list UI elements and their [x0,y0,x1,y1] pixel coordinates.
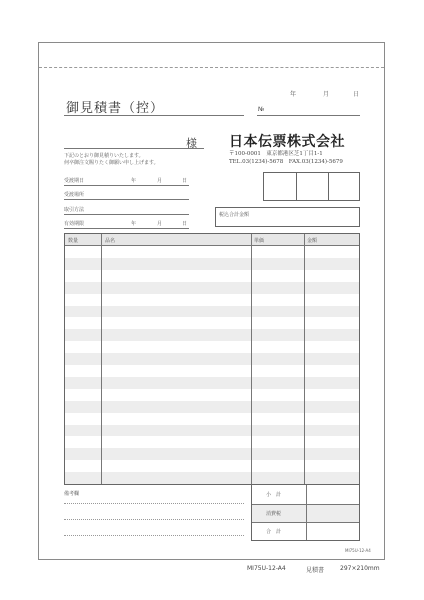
field-label: 受渡場所 [64,192,85,198]
table-row [65,389,359,401]
table-row [65,246,359,258]
field-label: 取引方法 [64,207,85,213]
message-line-1: 下記のとおり御見積りいたします。 [64,153,144,159]
unit-day: 日 [182,178,188,184]
company-contact: TEL.03(1234)-5678 FAX.03(1234)-5679 [229,159,343,165]
table-row [65,306,359,318]
table-header [65,234,359,246]
stamp-divider [328,173,329,200]
table-row [65,270,359,282]
tax-label: 消費税 [266,510,282,517]
field-label: 受渡期日 [64,178,85,184]
table-row [65,317,359,329]
sheet-code: MI75U-12-A4 [345,548,371,553]
table-row [65,294,359,306]
table-row [65,377,359,389]
table-row [65,472,359,484]
field-underline [64,214,189,215]
estimate-form-sheet [38,42,385,560]
title-underline [64,115,244,116]
unit-month: 月 [157,178,163,184]
table-row [65,258,359,270]
total-label: 合 計 [266,529,282,536]
total-amount-box [215,207,360,227]
field-label: 有効期限 [64,221,85,227]
table-row [65,282,359,294]
summary-divider [306,485,307,540]
perforation-line [39,67,384,68]
unit-month: 月 [157,221,163,227]
items-table [64,233,360,485]
header-item-name: 品名 [105,238,116,244]
header-quantity: 数量 [68,238,79,244]
stamp-boxes [263,172,360,201]
stamp-divider [296,173,297,200]
footer-paper-size: 297×210mm [340,565,380,572]
field-underline [64,228,189,229]
table-row [65,329,359,341]
date-month-label: 月 [323,91,330,98]
document-title: 御見積書（控） [66,101,165,116]
bottom-section [64,485,360,541]
company-address: 〒100-0001 東京都港区芝1丁目1-1 [229,151,323,157]
subtotal-label: 小 計 [266,492,282,498]
honorific-sama: 様 [186,137,197,150]
table-row [65,460,359,472]
column-divider [101,234,102,484]
number-label: № [258,106,265,113]
summary-box [251,485,360,541]
header-unit-price: 単価 [254,238,265,244]
notes-label: 備考欄 [64,491,80,497]
column-divider [251,234,252,484]
table-row [65,436,359,448]
notes-line [64,535,244,536]
unit-year: 年 [131,221,137,227]
footer-product-code: MI75U-12-A4 [247,565,286,572]
customer-name-line [64,148,204,149]
message-line-2: 何卒御注文賜りたく御願い申し上げます。 [64,160,159,166]
field-underline [64,199,189,200]
table-row [65,448,359,460]
header-amount: 金額 [307,238,318,244]
number-underline [257,115,360,116]
date-year-label: 年 [290,91,297,98]
unit-year: 年 [131,178,137,184]
table-row [65,365,359,377]
column-divider [304,234,305,484]
footer-product-name: 見積書 [306,567,325,574]
table-row [65,341,359,353]
unit-day: 日 [182,221,188,227]
date-day-label: 日 [353,91,360,98]
table-row [65,413,359,425]
notes-line [64,519,244,520]
table-row [65,425,359,437]
total-amount-label: 税込合計金額 [219,212,250,218]
notes-line [64,503,244,504]
table-row [65,353,359,365]
company-name: 日本伝票株式会社 [229,134,345,150]
table-row [65,401,359,413]
field-underline [64,185,189,186]
